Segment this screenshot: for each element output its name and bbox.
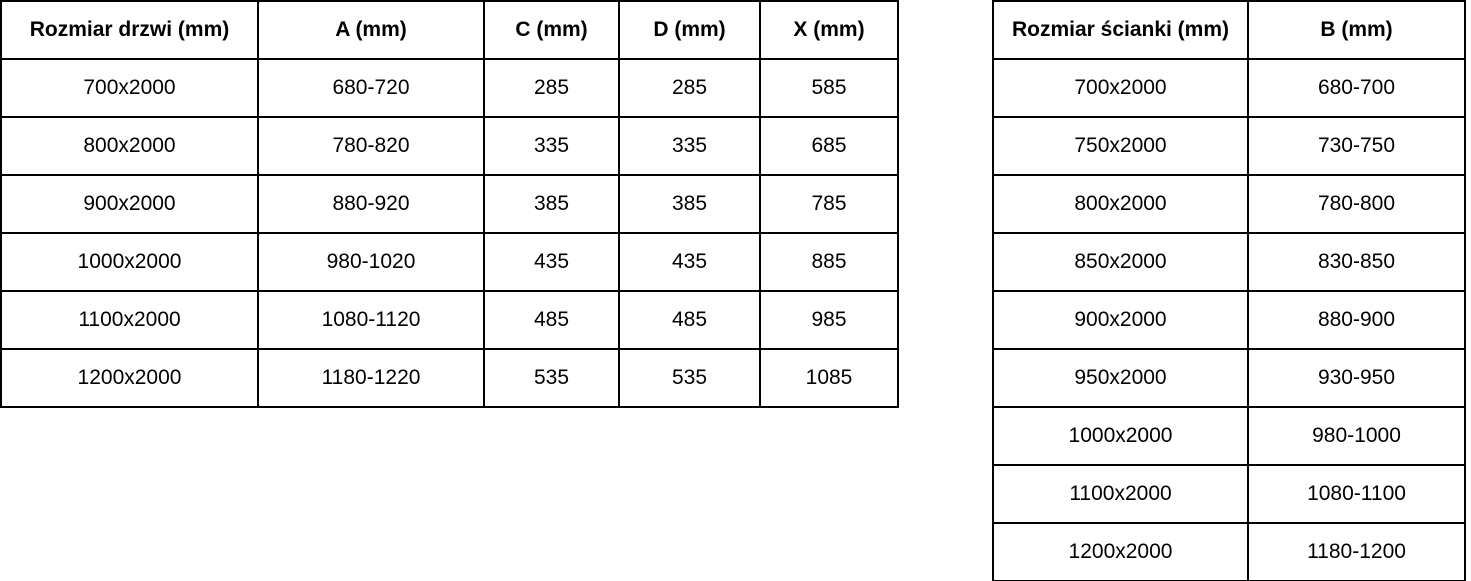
cell-c: 285 [484, 59, 619, 117]
table-row [993, 407, 1465, 465]
cell-b: 1180-1200 [1248, 523, 1465, 581]
cell-door-size: 1000x2000 [1, 233, 258, 291]
cell-x: 685 [760, 117, 898, 175]
table-row [993, 233, 1465, 291]
door-table-header-size: Rozmiar drzwi (mm) [1, 1, 258, 59]
cell-c: 335 [484, 117, 619, 175]
cell-c: 535 [484, 349, 619, 407]
cell-a: 680-720 [258, 59, 484, 117]
cell-b: 980-1000 [1248, 407, 1465, 465]
cell-x: 985 [760, 291, 898, 349]
table-row [993, 175, 1465, 233]
cell-door-size: 800x2000 [1, 117, 258, 175]
cell-b: 830-850 [1248, 233, 1465, 291]
cell-d: 285 [619, 59, 760, 117]
cell-c: 435 [484, 233, 619, 291]
door-table-header-row [1, 1, 898, 59]
cell-b: 930-950 [1248, 349, 1465, 407]
cell-wall-size: 700x2000 [993, 59, 1248, 117]
cell-wall-size: 1000x2000 [993, 407, 1248, 465]
cell-d: 535 [619, 349, 760, 407]
cell-wall-size: 1100x2000 [993, 465, 1248, 523]
cell-door-size: 700x2000 [1, 59, 258, 117]
table-row [993, 349, 1465, 407]
table-row [993, 523, 1465, 581]
wall-sizes-table [992, 0, 1466, 581]
cell-c: 385 [484, 175, 619, 233]
wall-table-header-row [993, 1, 1465, 59]
cell-d: 335 [619, 117, 760, 175]
cell-door-size: 1100x2000 [1, 291, 258, 349]
door-table-header-x: X (mm) [760, 1, 898, 59]
table-row [993, 117, 1465, 175]
cell-a: 780-820 [258, 117, 484, 175]
cell-wall-size: 900x2000 [993, 291, 1248, 349]
cell-a: 1180-1220 [258, 349, 484, 407]
cell-a: 1080-1120 [258, 291, 484, 349]
cell-x: 785 [760, 175, 898, 233]
cell-a: 980-1020 [258, 233, 484, 291]
cell-c: 485 [484, 291, 619, 349]
cell-x: 585 [760, 59, 898, 117]
cell-x: 1085 [760, 349, 898, 407]
table-row [1, 291, 898, 349]
cell-d: 385 [619, 175, 760, 233]
cell-wall-size: 800x2000 [993, 175, 1248, 233]
cell-a: 880-920 [258, 175, 484, 233]
cell-wall-size: 1200x2000 [993, 523, 1248, 581]
table-row [993, 59, 1465, 117]
cell-d: 435 [619, 233, 760, 291]
wall-table-header-b: B (mm) [1248, 1, 1465, 59]
cell-x: 885 [760, 233, 898, 291]
table-row [993, 291, 1465, 349]
door-sizes-table [0, 0, 899, 408]
wall-table-header-size: Rozmiar ścianki (mm) [993, 1, 1248, 59]
cell-b: 880-900 [1248, 291, 1465, 349]
cell-wall-size: 950x2000 [993, 349, 1248, 407]
table-row [1, 117, 898, 175]
cell-wall-size: 750x2000 [993, 117, 1248, 175]
table-row [1, 233, 898, 291]
cell-door-size: 900x2000 [1, 175, 258, 233]
table-row [1, 175, 898, 233]
cell-wall-size: 850x2000 [993, 233, 1248, 291]
table-row [993, 465, 1465, 523]
door-table-header-d: D (mm) [619, 1, 760, 59]
cell-door-size: 1200x2000 [1, 349, 258, 407]
cell-b: 780-800 [1248, 175, 1465, 233]
cell-d: 485 [619, 291, 760, 349]
cell-b: 1080-1100 [1248, 465, 1465, 523]
door-table-header-c: C (mm) [484, 1, 619, 59]
cell-b: 730-750 [1248, 117, 1465, 175]
cell-b: 680-700 [1248, 59, 1465, 117]
door-table-header-a: A (mm) [258, 1, 484, 59]
table-row [1, 59, 898, 117]
table-row [1, 349, 898, 407]
